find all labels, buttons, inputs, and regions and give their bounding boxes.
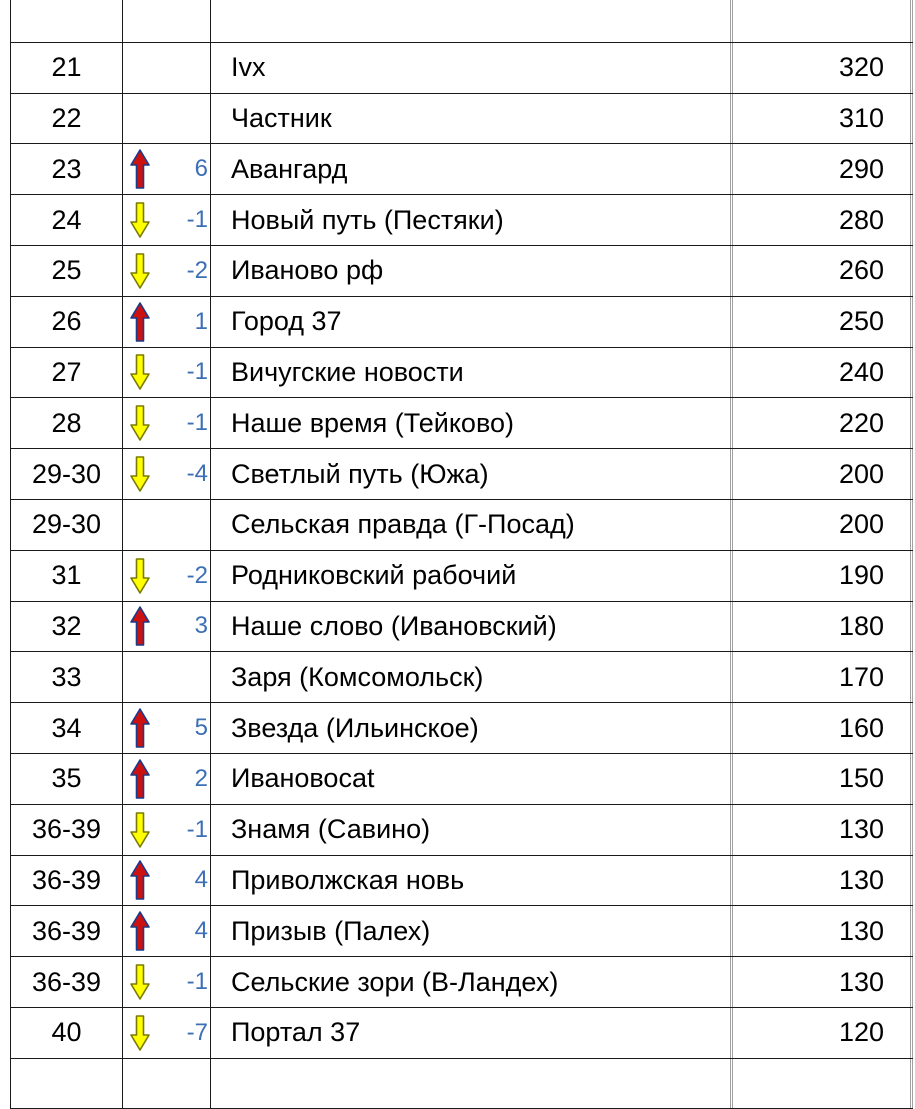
trend-cell [122, 652, 156, 702]
arrow-down-icon [122, 551, 156, 601]
change-cell: -7 [186, 1018, 208, 1046]
score-cell: 180 [730, 602, 913, 652]
trend-cell [122, 1059, 156, 1108]
arrow-up-icon [122, 297, 156, 347]
score-cell: 220 [730, 398, 913, 448]
outlet-name-cell: Сельская правда (Г-Посад) [210, 500, 730, 550]
outlet-name-cell: Новый путь (Пестяки) [210, 195, 730, 245]
arrow-up-icon [122, 754, 156, 804]
rank-cell: 32 [10, 602, 122, 652]
score-cell: 290 [730, 144, 913, 194]
outlet-name-cell: Город 37 [210, 297, 730, 347]
change-cell [156, 1059, 210, 1108]
rank-cell: 26 [10, 297, 122, 347]
score-cell: 130 [730, 906, 913, 956]
outlet-name-cell [210, 0, 730, 42]
change-cell [156, 43, 210, 93]
change-cell [156, 0, 210, 42]
outlet-name-cell: Приволжская новь [210, 856, 730, 906]
rank-cell [10, 0, 122, 42]
outlet-name-cell: Портал 37 [210, 1008, 730, 1058]
rank-cell: 34 [10, 703, 122, 753]
change-cell: 4 [194, 917, 208, 945]
trend-cell [122, 500, 156, 550]
outlet-name-cell: Родниковский рабочий [210, 551, 730, 601]
table-row [10, 296, 913, 347]
change-cell: -2 [186, 256, 208, 284]
rank-cell: 22 [10, 94, 122, 144]
score-cell: 130 [730, 805, 913, 855]
score-cell: 130 [730, 957, 913, 1007]
outlet-name-cell: Светлый путь (Южа) [210, 449, 730, 499]
change-cell: 4 [194, 866, 208, 894]
rank-cell: 29-30 [10, 449, 122, 499]
arrow-down-icon [122, 348, 156, 398]
change-cell [156, 94, 210, 144]
score-cell: 280 [730, 195, 913, 245]
score-cell: 170 [730, 652, 913, 702]
outlet-name-cell: Наше время (Тейково) [210, 398, 730, 448]
rank-cell [10, 1059, 122, 1108]
table-row [10, 1007, 913, 1058]
change-cell: 1 [194, 307, 208, 335]
change-cell: -1 [186, 206, 208, 234]
score-cell: 150 [730, 754, 913, 804]
table-row [10, 499, 913, 550]
change-cell: -2 [186, 561, 208, 589]
change-cell: 6 [194, 155, 208, 183]
table-row [10, 1058, 913, 1109]
score-cell: 190 [730, 551, 913, 601]
outlet-name-cell: Ivx [210, 43, 730, 93]
rank-cell: 36-39 [10, 957, 122, 1007]
score-cell: 200 [730, 500, 913, 550]
table-row [10, 397, 913, 448]
score-cell: 130 [730, 856, 913, 906]
outlet-name-cell: Иваново рф [210, 246, 730, 296]
outlet-name-cell: Заря (Комсомольск) [210, 652, 730, 702]
change-cell: -1 [186, 409, 208, 437]
trend-cell [122, 94, 156, 144]
arrow-up-icon [122, 856, 156, 906]
outlet-name-cell: Ивановоcat [210, 754, 730, 804]
rank-cell: 36-39 [10, 856, 122, 906]
rank-cell: 27 [10, 348, 122, 398]
rank-cell: 25 [10, 246, 122, 296]
outlet-name-cell: Знамя (Савино) [210, 805, 730, 855]
rank-cell: 40 [10, 1008, 122, 1058]
table-row [10, 702, 913, 753]
outlet-name-cell: Частник [210, 94, 730, 144]
table-row [10, 93, 913, 144]
score-cell: 120 [730, 1008, 913, 1058]
table-row [10, 0, 913, 42]
table-row [10, 143, 913, 194]
score-cell: 200 [730, 449, 913, 499]
change-cell: 3 [194, 612, 208, 640]
outlet-name-cell [210, 1059, 730, 1108]
arrow-down-icon [122, 1008, 156, 1058]
rating-table [10, 0, 913, 1109]
arrow-down-icon [122, 246, 156, 296]
outlet-name-cell: Призыв (Палех) [210, 906, 730, 956]
table-row [10, 601, 913, 652]
arrow-up-icon [122, 144, 156, 194]
rank-cell: 31 [10, 551, 122, 601]
rank-cell: 35 [10, 754, 122, 804]
rank-cell: 33 [10, 652, 122, 702]
rank-cell: 28 [10, 398, 122, 448]
table-row [10, 956, 913, 1007]
score-cell [730, 1059, 913, 1108]
arrow-down-icon [122, 805, 156, 855]
table-row [10, 42, 913, 93]
change-cell: -1 [186, 358, 208, 386]
rank-cell: 29-30 [10, 500, 122, 550]
outlet-name-cell: Вичугские новости [210, 348, 730, 398]
arrow-up-icon [122, 703, 156, 753]
table-row [10, 194, 913, 245]
outlet-name-cell: Авангард [210, 144, 730, 194]
table-row [10, 651, 913, 702]
score-cell: 250 [730, 297, 913, 347]
trend-cell [122, 0, 156, 42]
rank-cell: 23 [10, 144, 122, 194]
table-row [10, 855, 913, 906]
arrow-down-icon [122, 195, 156, 245]
arrow-down-icon [122, 398, 156, 448]
table-row [10, 753, 913, 804]
outlet-name-cell: Наше слово (Ивановский) [210, 602, 730, 652]
change-cell: -1 [186, 968, 208, 996]
score-cell [730, 0, 913, 42]
rank-cell: 36-39 [10, 906, 122, 956]
outlet-name-cell: Звезда (Ильинское) [210, 703, 730, 753]
trend-cell [122, 43, 156, 93]
score-cell: 240 [730, 348, 913, 398]
arrow-down-icon [122, 957, 156, 1007]
change-cell: -1 [186, 815, 208, 843]
change-cell: 2 [194, 764, 208, 792]
score-cell: 310 [730, 94, 913, 144]
outlet-name-cell: Сельские зори (В-Ландех) [210, 957, 730, 1007]
rank-cell: 21 [10, 43, 122, 93]
table-row [10, 347, 913, 398]
change-cell: -4 [186, 460, 208, 488]
change-cell [156, 500, 210, 550]
table-row [10, 550, 913, 601]
rank-cell: 24 [10, 195, 122, 245]
score-cell: 160 [730, 703, 913, 753]
arrow-down-icon [122, 449, 156, 499]
table-row [10, 804, 913, 855]
arrow-up-icon [122, 602, 156, 652]
table-row [10, 245, 913, 296]
change-cell: 5 [194, 714, 208, 742]
arrow-up-icon [122, 906, 156, 956]
change-cell [156, 652, 210, 702]
rank-cell: 36-39 [10, 805, 122, 855]
table-row [10, 448, 913, 499]
table-row [10, 905, 913, 956]
score-cell: 260 [730, 246, 913, 296]
score-cell: 320 [730, 43, 913, 93]
